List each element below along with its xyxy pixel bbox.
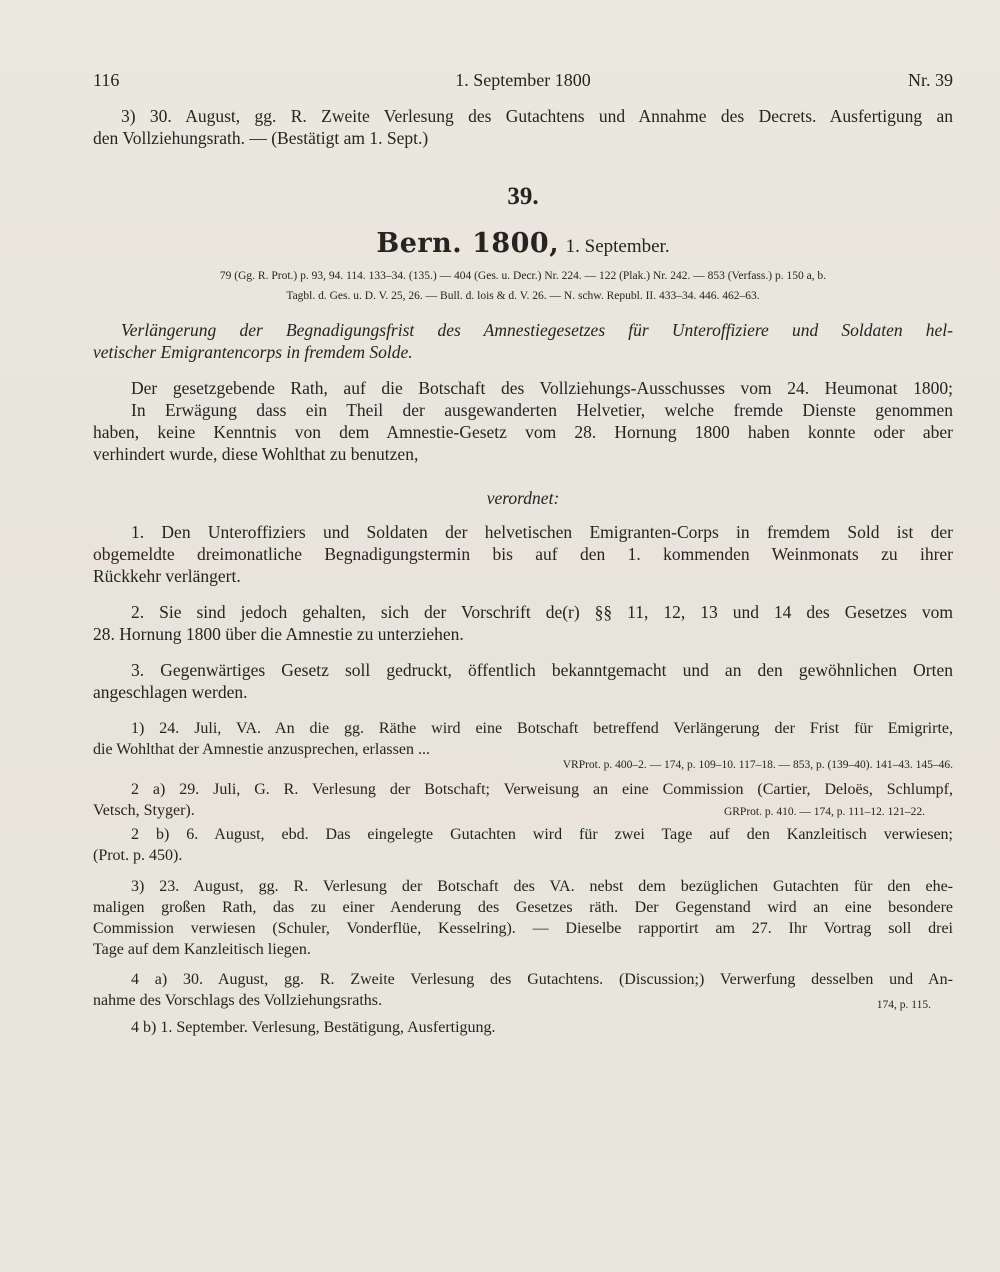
article-2-line-2: 28. Hornung 1800 über die Amnestie zu unterziehen. [93,624,464,644]
article-3 [93,659,953,703]
preamble-line-1: Der gesetzgebende Rath, auf die Botschaft des Vollziehungs-Ausschusses vom 24. Heumonat 1800; [131,378,953,398]
entry-heading [93,228,953,259]
header-entry-number: Nr. 39 [908,70,953,90]
note-2a-line-2-wrap [93,800,953,821]
article-3-line-1: 3. Gegenwärtiges Gesetz soll gedruckt, öffentlich bekanntgemacht und an den gewöhnlichen Orten [131,660,953,680]
editorial-notes [93,718,953,1038]
entry-place-year: Bern. 1800, [376,228,560,259]
note-2a [93,779,953,821]
intro-line-1: 3) 30. August, gg. R. Zweite Verlesung des Gutachtens und Annahme des Decrets. Ausfertigung an [121,106,953,126]
article-2-line-1: 2. Sie sind jedoch gehalten, sich der Vorschrift de(r) §§ 11, 12, 13 und 14 des Gesetzes vom [131,602,953,622]
note-3-line-4: Tage auf dem Kanzleitisch liegen. [93,941,311,958]
title-line-1: Verlängerung der Begnadigungsfrist des Amnestiegesetzes für Unteroffiziere und Soldaten hel- [121,320,953,340]
entry-title [93,319,953,363]
note-4b: 4 b) 1. September. Verlesung, Bestätigung, Ausfertigung. [131,1019,496,1036]
note-4a-reference: 174, p. 115. [876,999,931,1011]
intro-line-2: den Vollziehungsrath. — (Bestätigt am 1. Sept.) [93,128,429,148]
verordnet-heading: verordnet: [486,488,560,508]
note-2a-line-2: Vetsch, Styger). [93,802,195,819]
note-3-line-3: Commission verwiesen (Schuler, Vonderflüe, Kesselring). — Dieselbe rapportirt am 27. Ihr Vortrag soll drei [93,920,953,937]
entry-references [93,268,953,304]
note-2a-line-1: 2 a) 29. Juli, G. R. Verlesung der Botschaft; Verweisung an eine Commission (Cartier, Deloës, Schlumpf, [131,781,953,798]
note-3 [93,876,953,960]
note-3-line-1: 3) 23. August, gg. R. Verlesung der Botschaft des VA. nebst dem bezüglichen Gutachten für den ehe- [131,878,953,895]
note-1-reference: VRProt. p. 400–2. — 174, p. 109–10. 117–18. — 853, p. (139–40). 141–43. 145–46. [562,759,953,771]
title-line-2: vetischer Emigrantencorps in fremdem Solde. [93,342,413,362]
note-4a-line-2-wrap [93,990,953,1011]
consideration-line-2: haben, keine Kenntnis von dem Amnestie-Gesetz vom 28. Hornung 1800 haben konnte oder aber [93,422,953,442]
preamble [93,377,953,465]
note-2b-line-2: (Prot. p. 450). [93,847,183,864]
article-1-line-1: 1. Den Unteroffiziers und Soldaten der helvetischen Emigranten-Corps in fremdem Sold ist der [131,522,953,542]
note-4a-line-2: nahme des Vorschlags des Vollziehungsraths. [93,992,383,1009]
article-1-line-3: Rückkehr verlängert. [93,566,241,586]
article-3-line-2: angeschlagen werden. [93,682,248,702]
entry-date: 1. September. [565,236,670,257]
note-3-line-2: maligen großen Rath, das zu einer Aenderung des Gesetzes räth. Der Gegenstand wird an eine besondere [93,899,953,916]
references-line-2: Tagbl. d. Ges. u. D. V. 25, 26. — Bull. d. lois & d. V. 26. — N. schw. Republ. II. 433–34. 446. 462–63. [286,290,760,302]
note-1-line-1: 1) 24. Juli, VA. An die gg. Räthe wird eine Botschaft betreffend Verlängerung der Frist für Emigrirte, [131,720,953,737]
article-2 [93,601,953,645]
page-number: 116 [93,70,120,90]
note-1 [93,718,953,773]
note-1-line-2: die Wohlthat der Amnestie anzusprechen, erlassen ... [93,741,430,758]
intro-note [93,105,953,149]
header-date: 1. September 1800 [455,70,591,90]
note-4a [93,969,953,1011]
entry-number: 39. [507,183,539,210]
article-1 [93,521,953,587]
note-4a-line-1: 4 a) 30. August, gg. R. Zweite Verlesung des Gutachtens. (Discussion;) Verwerfung desselben und An- [131,971,953,988]
consideration-line-1: In Erwägung dass ein Theil der ausgewanderten Helvetier, welche fremde Dienste genommen [131,400,953,420]
note-2b-line-1: 2 b) 6. August, ebd. Das eingelegte Gutachten wird für zwei Tage auf den Kanzleitisch verwiesen; [131,826,953,843]
note-2b [93,824,953,866]
page-header [93,70,953,94]
consideration-line-3: verhindert wurde, diese Wohlthat zu benutzen, [93,444,419,464]
references-line-1: 79 (Gg. R. Prot.) p. 93, 94. 114. 133–34. (135.) — 404 (Ges. u. Decr.) Nr. 224. — 122 (Plak.) Nr. 242. — 853 (Verfass.) p. 150 a, b. [219,270,827,282]
article-1-line-2: obgemeldte dreimonatliche Begnadigungstermin bis auf den 1. kommenden Weinmonats zu ihrer [93,544,953,564]
note-2a-reference: GRProt. p. 410. — 174, p. 111–12. 121–22. [723,806,925,818]
